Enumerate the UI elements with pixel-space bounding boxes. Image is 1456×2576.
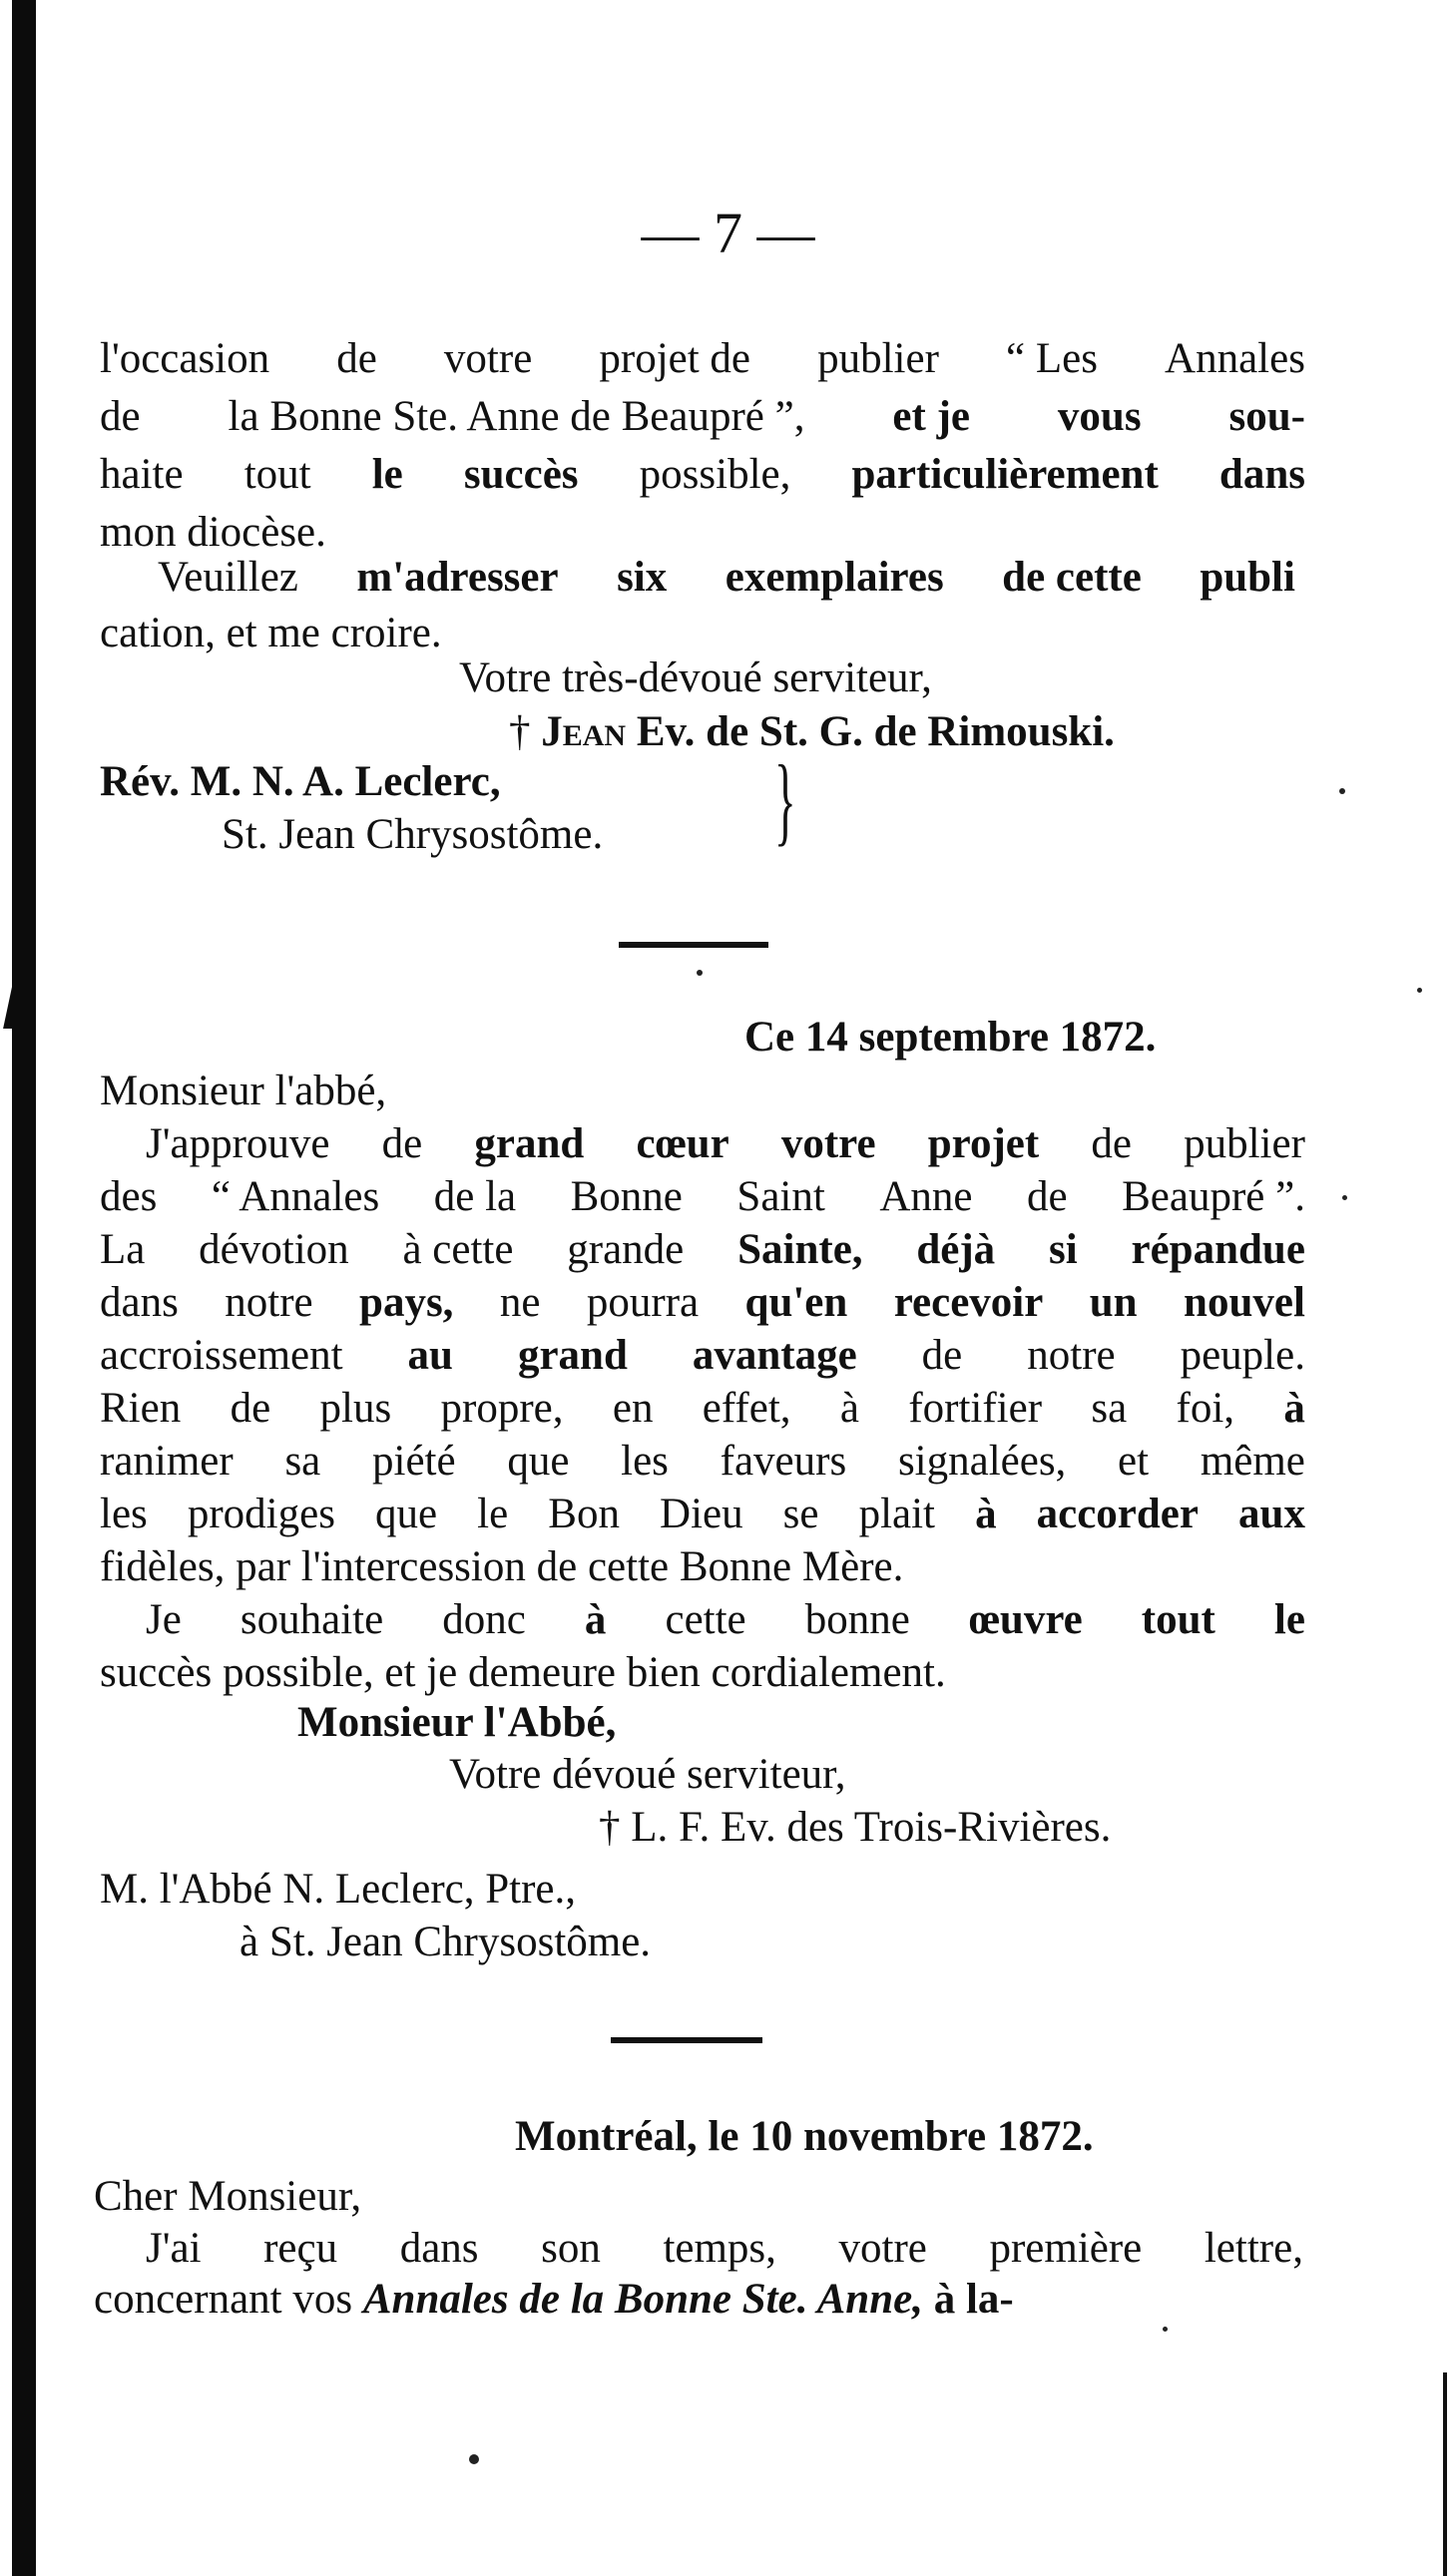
cross-icon: †	[509, 708, 531, 755]
letter-date: Montréal, le 10 novembre 1872.	[515, 2113, 1094, 2160]
body-line: Je souhaite donc à cette bonne œuvre tout le	[146, 1596, 1305, 1643]
recipient-name: M. l'Abbé N. Leclerc, Ptre.,	[100, 1866, 577, 1913]
body-line: ranimer sa piété que les faveurs signalées, et même	[100, 1438, 1305, 1485]
body-line: des “ Annales de la Bonne Saint Anne de Beaupré ”.	[100, 1173, 1305, 1220]
body-line: les prodiges que le Bon Dieu se plait à accorder aux	[100, 1491, 1305, 1537]
body-line: Rien de plus propre, en effet, à fortifier sa foi, à	[100, 1385, 1305, 1432]
salutation: Cher Monsieur,	[94, 2173, 362, 2220]
body-line: concernant vos Annales de la Bonne Ste. Anne, à la-	[94, 2276, 1014, 2323]
body-line: mon diocèse.	[100, 509, 326, 556]
body-line: Veuillez m'adresser six exemplaires de cette publi	[158, 554, 1295, 601]
body-line: dans notre pays, ne pourra qu'en recevoir un nouvel	[100, 1279, 1305, 1326]
section-divider	[619, 942, 768, 948]
recipient-name: Rév. M. N. A. Leclerc,	[100, 758, 501, 805]
body-line: accroissement au grand avantage de notre peuple.	[100, 1332, 1305, 1379]
salutation: Monsieur l'abbé,	[100, 1068, 387, 1114]
brace-icon: }	[774, 744, 796, 855]
closing: Votre dévoué serviteur,	[449, 1751, 846, 1798]
body-line: J'ai reçu dans son temps, votre première lettre,	[146, 2225, 1303, 2272]
closing: Votre très-dévoué serviteur,	[459, 654, 932, 701]
body-line: J'approuve de grand cœur votre projet de publier	[146, 1120, 1305, 1167]
signature: † Jean Ev. de St. G. de Rimouski.	[509, 708, 1115, 755]
signature: † L. F. Ev. des Trois-Rivières.	[599, 1804, 1112, 1851]
letter-date: Ce 14 septembre 1872.	[744, 1014, 1157, 1061]
section-divider	[611, 2037, 762, 2043]
body-line: l'occasion de votre projet de publier “ Les Annales	[100, 335, 1305, 382]
page-number: — 7 —	[641, 201, 815, 265]
recipient-place: à St. Jean Chrysostôme.	[240, 1919, 652, 1965]
body-line: cation, et me croire.	[100, 610, 442, 656]
closing: Monsieur l'Abbé,	[297, 1699, 617, 1746]
recipient-place: St. Jean Chrysostôme.	[222, 811, 604, 858]
publication-title: Annales de la Bonne Ste. Anne,	[362, 2276, 923, 2323]
cross-icon: †	[599, 1804, 621, 1851]
body-line: fidèles, par l'intercession de cette Bonne Mère.	[100, 1543, 904, 1590]
body-line: de la Bonne Ste. Anne de Beaupré ”, et je vous sou-	[100, 393, 1305, 440]
body-line: haite tout le succès possible, particulièrement dans	[100, 451, 1305, 498]
body-line: succès possible, et je demeure bien cordialement.	[100, 1649, 946, 1696]
body-line: La dévotion à cette grande Sainte, déjà si répandue	[100, 1226, 1305, 1273]
